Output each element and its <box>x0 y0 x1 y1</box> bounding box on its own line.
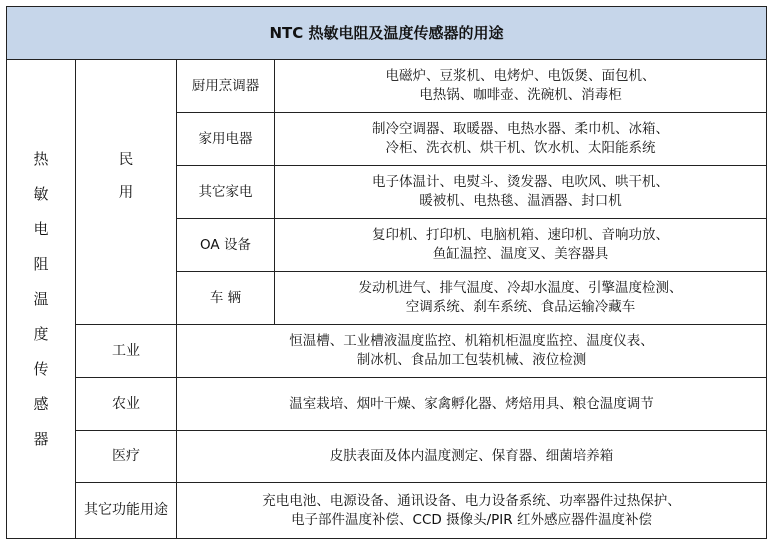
vertical-char: 用 <box>118 185 134 201</box>
vertical-char: 电 <box>33 219 49 238</box>
description-line: 暖被机、电热毯、温酒器、封口机 <box>419 193 622 209</box>
subcategory-name: 车 辆 <box>177 272 275 325</box>
description-line: 皮肤表面及体内温度测定、保育器、细菌培养箱 <box>329 448 614 464</box>
subcategory-name: OA 设备 <box>177 219 275 272</box>
subcategory-description <box>275 272 767 325</box>
description-line: 鱼缸温控、温度叉、美容器具 <box>432 246 609 262</box>
vertical-char: 民 <box>118 152 134 168</box>
vertical-char: 温 <box>33 289 49 308</box>
main-category-label <box>7 150 75 449</box>
subcategory-name: 其它家电 <box>177 166 275 219</box>
description-line: 制冰机、食品加工包装机械、液位检测 <box>356 352 587 368</box>
vertical-char: 热 <box>33 149 49 168</box>
category-name: 农业 <box>76 378 177 431</box>
vertical-char: 感 <box>33 394 49 413</box>
description-line: 恒温槽、工业槽液温度监控、机箱机柜温度监控、温度仪表、 <box>289 333 654 349</box>
description-line: 复印机、打印机、电脑机箱、速印机、音响功放、 <box>372 227 670 243</box>
civil-category-cell <box>76 60 177 325</box>
subcategory-description <box>275 113 767 166</box>
subcategory-name: 家用电器 <box>177 113 275 166</box>
description-line: 冷柜、洗衣机、烘干机、饮水机、太阳能系统 <box>385 140 656 156</box>
main-category-cell <box>7 60 76 539</box>
vertical-char: 度 <box>33 324 49 343</box>
description-line: 发动机进气、排气温度、冷却水温度、引擎温度检测、 <box>358 280 683 296</box>
description-line: 空调系统、刹车系统、食品运输冷藏车 <box>405 299 636 315</box>
subcategory-description <box>275 60 767 113</box>
vertical-char: 阻 <box>33 254 49 273</box>
category-description <box>177 378 767 431</box>
usage-table-container <box>6 6 766 538</box>
vertical-char: 敏 <box>33 184 49 203</box>
subcategory-name: 厨用烹调器 <box>177 60 275 113</box>
civil-category-label <box>76 151 176 203</box>
description-line: 制冷空调器、取暖器、电热水器、柔巾机、冰箱、 <box>372 121 670 137</box>
category-name: 工业 <box>76 325 177 378</box>
table-title: NTC 热敏电阻及温度传感器的用途 <box>7 7 767 60</box>
usage-table <box>6 6 767 539</box>
description-line: 电子体温计、电熨斗、烫发器、电吹风、哄干机、 <box>372 174 670 190</box>
vertical-char: 传 <box>33 359 49 378</box>
category-description <box>177 325 767 378</box>
subcategory-description <box>275 219 767 272</box>
description-line: 电磁炉、豆浆机、电烤炉、电饭煲、面包机、 <box>385 68 656 84</box>
vertical-char: 器 <box>33 429 49 448</box>
category-description <box>177 483 767 539</box>
description-line: 温室栽培、烟叶干燥、家禽孵化器、烤焙用具、粮仓温度调节 <box>289 395 654 412</box>
category-name: 医疗 <box>76 431 177 483</box>
description-line: 电热锅、咖啡壶、洗碗机、消毒柜 <box>419 87 622 103</box>
subcategory-description <box>275 166 767 219</box>
description-line: 电子部件温度补偿、CCD 摄像头/PIR 红外感应器件温度补偿 <box>291 511 652 528</box>
category-name: 其它功能用途 <box>76 483 177 539</box>
description-line: 充电电池、电源设备、通讯设备、电力设备系统、功率器件过热保护、 <box>262 492 681 509</box>
category-description <box>177 431 767 483</box>
